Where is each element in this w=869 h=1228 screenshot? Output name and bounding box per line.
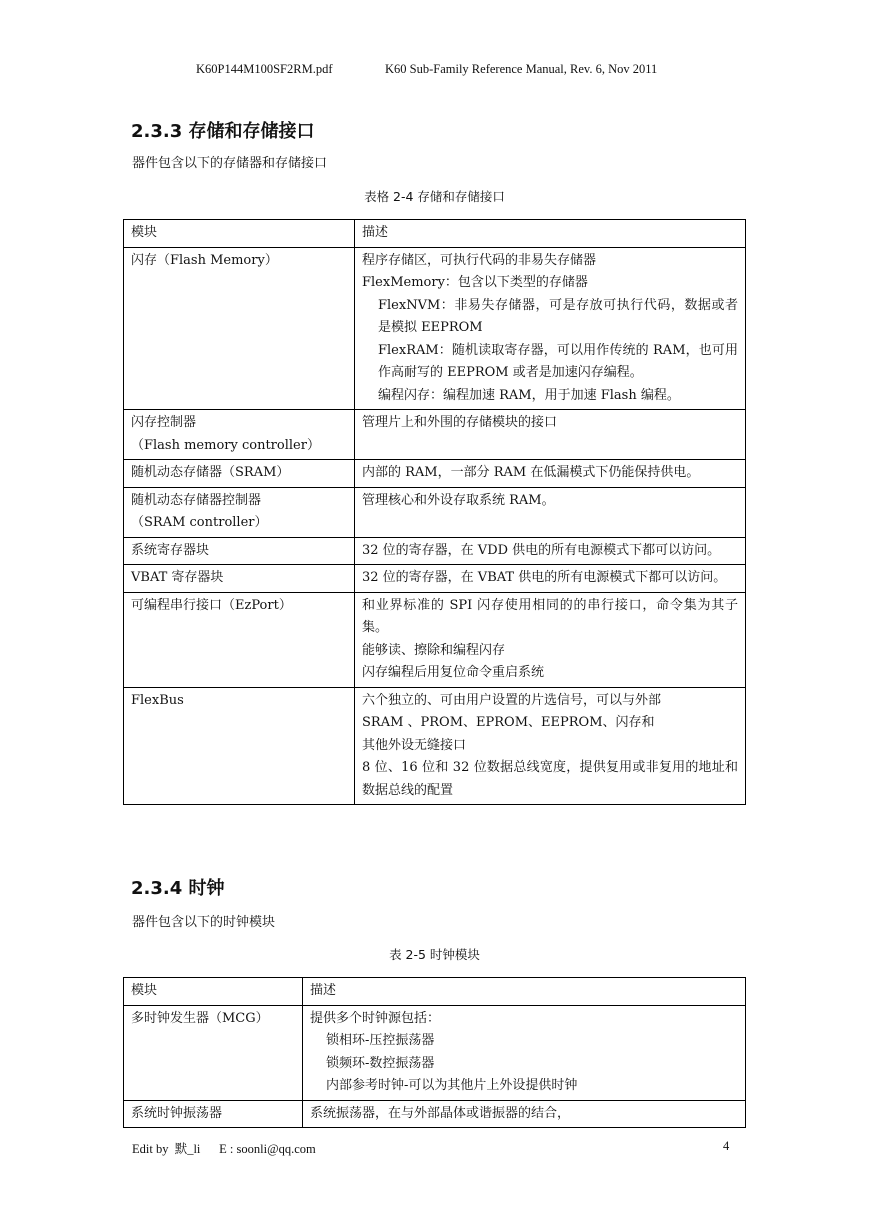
memory-table xyxy=(123,219,746,805)
module-cell xyxy=(124,537,355,565)
description-line: 8 位、16 位和 32 位数据总线宽度，提供复用或非复用的地址和数据总线的配置 xyxy=(362,760,738,798)
description-line: FlexNVM：非易失存储器，可是存放可执行代码，数据或者是模拟 EEPROM xyxy=(378,297,738,335)
header-filename: K60P144M100SF2RM.pdf xyxy=(196,62,333,76)
module-cell xyxy=(124,687,355,805)
description-cell xyxy=(355,537,746,565)
column-header-module: 模块 xyxy=(124,220,355,248)
module-name: 系统时钟振荡器 xyxy=(131,1105,223,1121)
description-cell xyxy=(355,487,746,537)
section-heading-memory: 2.3.3 存储和存储接口 xyxy=(131,121,315,142)
description-line: 锁相环-压控振荡器 xyxy=(326,1033,435,1048)
module-cell xyxy=(124,460,355,488)
column-header-module: 模块 xyxy=(124,978,303,1006)
module-name: 闪存（Flash Memory） xyxy=(131,252,278,268)
description-cell xyxy=(355,687,746,805)
section-heading-clock: 2.3.4 时钟 xyxy=(131,878,225,899)
module-name: VBAT 寄存器块 xyxy=(131,570,224,585)
description-cell xyxy=(303,1100,746,1128)
description-line: FlexRAM：随机读取寄存器，可以用作传统的 RAM，也可用作高耐写的 EEPROM 或者是加速闪存编程。 xyxy=(378,342,738,380)
description-line: 六个独立的、可由用户设置的片选信号，可以与外部 xyxy=(362,692,662,708)
module-name: 可编程串行接口（EzPort） xyxy=(131,597,292,613)
description-line: 管理核心和外设存取系统 RAM。 xyxy=(362,492,555,508)
module-cell xyxy=(124,487,355,537)
module-name: （Flash memory controller） xyxy=(131,437,320,453)
description-cell xyxy=(355,460,746,488)
description-line: 其他外设无缝接口 xyxy=(362,737,467,753)
table-caption-clock: 表 2-5 时钟模块 xyxy=(389,947,480,962)
description-line: 管理片上和外围的存储模块的接口 xyxy=(362,415,558,430)
column-header-description: 描述 xyxy=(355,220,746,248)
column-header-description: 描述 xyxy=(303,978,746,1006)
section-intro-clock: 器件包含以下的时钟模块 xyxy=(132,915,276,930)
table-row xyxy=(124,460,746,488)
table-header-row xyxy=(124,220,746,248)
table-row xyxy=(124,1005,746,1100)
table-row xyxy=(124,487,746,537)
table-row xyxy=(124,1100,746,1128)
header-title: K60 Sub-Family Reference Manual, Rev. 6, Nov 2011 xyxy=(385,62,658,76)
description-line: 提供多个时钟源包括： xyxy=(310,1010,441,1026)
module-name: 闪存控制器 xyxy=(131,415,197,430)
module-cell xyxy=(124,592,355,687)
description-line: 程序存储区，可执行代码的非易失存储器 xyxy=(362,252,597,268)
description-line: 能够读、擦除和编程闪存 xyxy=(362,642,506,658)
description-line: FlexMemory：包含以下类型的存储器 xyxy=(362,275,588,290)
description-line: 锁频环-数控振荡器 xyxy=(326,1055,435,1071)
module-cell xyxy=(124,1100,303,1128)
description-cell xyxy=(355,247,746,410)
description-line: 和业界标准的 SPI 闪存使用相同的的串行接口，命令集为其子集。 xyxy=(362,597,738,635)
module-name: 多时钟发生器（MCG） xyxy=(131,1010,269,1026)
table-caption-memory: 表格 2-4 存储和存储接口 xyxy=(364,189,505,204)
table-row xyxy=(124,410,746,460)
module-name: 随机动态存储器（SRAM） xyxy=(131,465,290,480)
description-line: 编程闪存：编程加速 RAM，用于加速 Flash 编程。 xyxy=(378,387,680,403)
table-row xyxy=(124,565,746,593)
description-line: 内部参考时钟-可以为其他片上外设提供时钟 xyxy=(326,1078,578,1093)
table-row xyxy=(124,592,746,687)
section-intro-memory: 器件包含以下的存储器和存储接口 xyxy=(132,156,328,171)
table-header-row xyxy=(124,978,746,1006)
clock-table xyxy=(123,977,746,1128)
module-cell xyxy=(124,410,355,460)
description-line: 32 位的寄存器，在 VDD 供电的所有电源模式下都可以访问。 xyxy=(362,542,721,558)
description-cell xyxy=(355,592,746,687)
footer-edit-info: Edit by 默_li E : soonli@qq.com xyxy=(132,1142,316,1156)
module-cell xyxy=(124,1005,303,1100)
table-row xyxy=(124,687,746,805)
table-row xyxy=(124,537,746,565)
description-cell xyxy=(355,565,746,593)
description-cell xyxy=(303,1005,746,1100)
description-line: SRAM 、PROM、EPROM、EEPROM、闪存和 xyxy=(362,715,655,730)
description-cell xyxy=(355,410,746,460)
description-line: 系统振荡器，在与外部晶体或谐振器的结合， xyxy=(310,1105,571,1121)
module-name: 系统寄存器块 xyxy=(131,542,210,558)
module-name: 随机动态存储器控制器 xyxy=(131,492,262,508)
description-line: 闪存编程后用复位命令重启系统 xyxy=(362,665,545,680)
module-name: （SRAM controller） xyxy=(131,515,268,530)
table-row xyxy=(124,247,746,410)
module-name: FlexBus xyxy=(131,692,184,708)
description-line: 内部的 RAM，一部分 RAM 在低漏模式下仍能保持供电。 xyxy=(362,465,700,480)
module-cell xyxy=(124,247,355,410)
footer-page-number: 4 xyxy=(723,1139,730,1153)
module-cell xyxy=(124,565,355,593)
description-line: 32 位的寄存器，在 VBAT 供电的所有电源模式下都可以访问。 xyxy=(362,570,727,585)
